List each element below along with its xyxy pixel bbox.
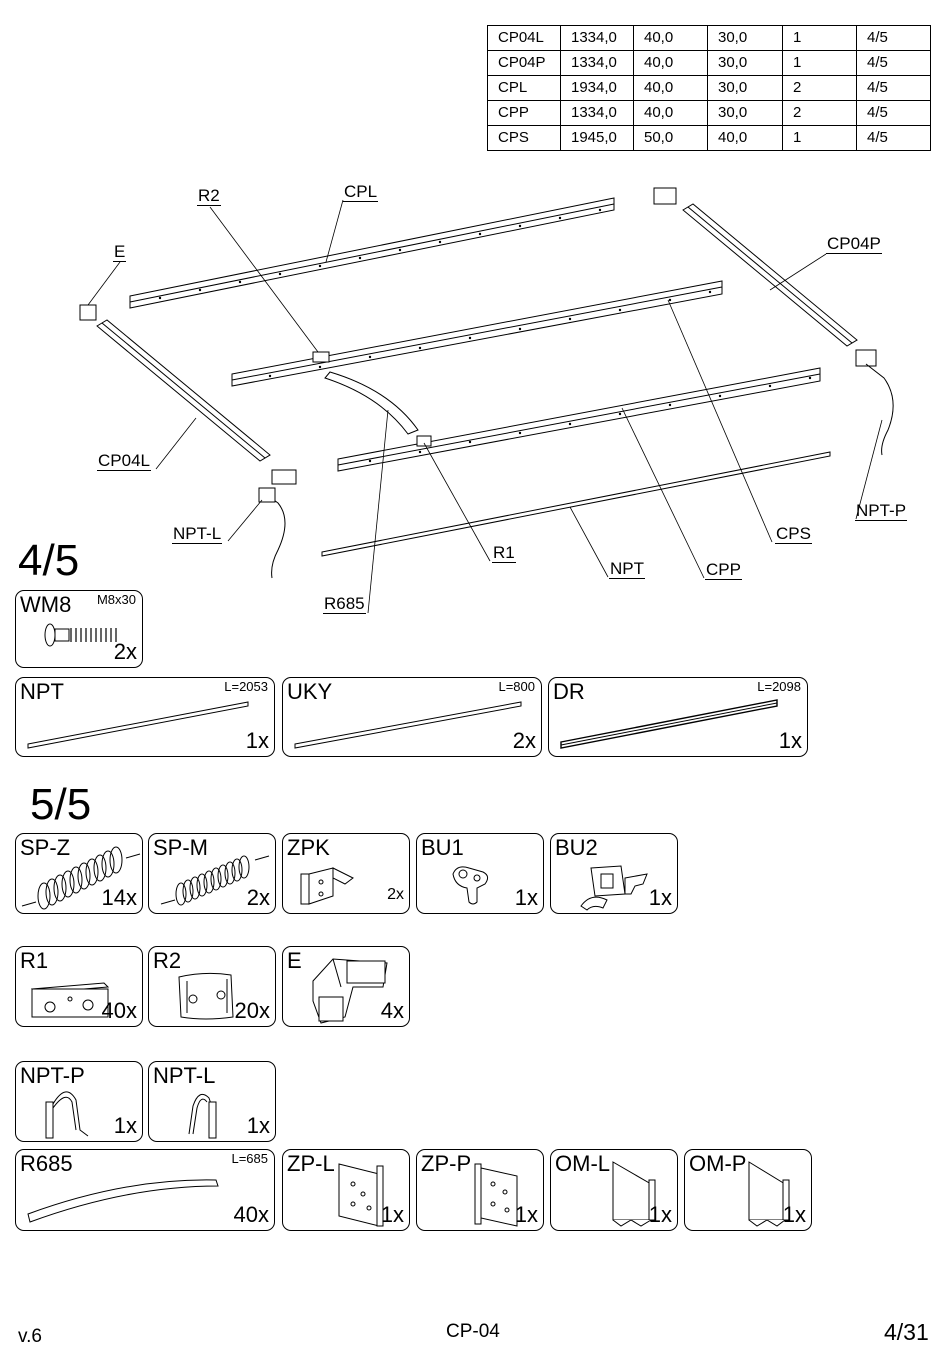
table-cell: CPP xyxy=(488,101,561,126)
part-qty: 1x xyxy=(648,1202,672,1227)
table-cell: 40,0 xyxy=(634,51,708,76)
table-cell: 1334,0 xyxy=(561,101,634,126)
table-cell: 40,0 xyxy=(634,76,708,101)
table-cell: 4/5 xyxy=(857,126,931,151)
part-qty: 1x xyxy=(648,885,672,910)
part-card-dr xyxy=(548,677,808,757)
part-qty: 40x xyxy=(101,998,137,1023)
table-cell: 1934,0 xyxy=(561,76,634,101)
table-cell: CPL xyxy=(488,76,561,101)
part-card-zp-l xyxy=(282,1149,410,1231)
table-row xyxy=(488,101,931,126)
table-cell: 30,0 xyxy=(708,26,783,51)
table-cell: 1945,0 xyxy=(561,126,634,151)
part-card-sp-z xyxy=(15,833,143,914)
part-card-om-p xyxy=(684,1149,812,1231)
label-r1: R1 xyxy=(493,543,515,562)
part-name: ZP-P xyxy=(421,1151,472,1176)
part-qty: 1x xyxy=(380,1202,404,1227)
table-cell: 4/5 xyxy=(857,51,931,76)
table-cell: 1 xyxy=(783,51,857,76)
part-spec: L=800 xyxy=(498,679,535,694)
part-name: BU2 xyxy=(555,835,598,860)
assembly-diagram xyxy=(0,170,950,620)
table-cell: 4/5 xyxy=(857,101,931,126)
part-qty: 2x xyxy=(512,728,536,753)
part-card-wm8 xyxy=(15,590,143,668)
part-spec: L=685 xyxy=(231,1151,268,1166)
part-card-om-l xyxy=(550,1149,678,1231)
table-cell: 30,0 xyxy=(708,101,783,126)
label-npt: NPT xyxy=(610,559,644,578)
part-qty: 1x xyxy=(246,1113,270,1138)
table-row xyxy=(488,126,931,151)
part-name: OM-P xyxy=(689,1151,747,1176)
label-e: E xyxy=(114,242,126,261)
table-cell: 2 xyxy=(783,76,857,101)
part-card-npt-l xyxy=(148,1061,276,1142)
table-cell: CP04L xyxy=(488,26,561,51)
part-qty: 1x xyxy=(514,1202,538,1227)
part-card-r2 xyxy=(148,946,276,1027)
part-card-zpk xyxy=(282,833,410,914)
label-r685: R685 xyxy=(324,594,365,613)
part-qty: 20x xyxy=(234,998,270,1023)
table-cell: 1 xyxy=(783,126,857,151)
part-card-r1 xyxy=(15,946,143,1027)
table-cell: 2 xyxy=(783,101,857,126)
part-card-npt xyxy=(15,677,275,757)
part-qty: 1x xyxy=(245,728,269,753)
part-qty: 14x xyxy=(101,885,137,910)
part-spec: L=2098 xyxy=(757,679,801,694)
part-name: E xyxy=(287,948,302,973)
step-5-heading: 5/5 xyxy=(30,780,92,829)
part-name: NPT-L xyxy=(153,1063,216,1088)
part-card-npt-p xyxy=(15,1061,143,1142)
part-qty: 2x xyxy=(113,639,137,664)
part-qty: 1x xyxy=(514,885,538,910)
part-qty: 2x xyxy=(387,886,404,903)
part-name: OM-L xyxy=(555,1151,610,1176)
label-r2: R2 xyxy=(198,186,220,205)
table-cell: 30,0 xyxy=(708,51,783,76)
part-card-bu2 xyxy=(550,833,678,914)
table-cell: 4/5 xyxy=(857,76,931,101)
part-name: R2 xyxy=(153,948,182,973)
table-cell: CPS xyxy=(488,126,561,151)
table-cell: 4/5 xyxy=(857,26,931,51)
part-name: UKY xyxy=(287,679,333,704)
step-4-heading: 4/5 xyxy=(18,536,80,585)
part-card-e xyxy=(282,946,410,1027)
table-cell: 1 xyxy=(783,26,857,51)
table-cell: CP04P xyxy=(488,51,561,76)
part-qty: 4x xyxy=(380,998,404,1023)
page-number: 4/31 xyxy=(884,1319,929,1345)
table-row xyxy=(488,76,931,101)
table-cell: 40,0 xyxy=(634,101,708,126)
model-label: CP-04 xyxy=(446,1321,500,1342)
label-cps: CPS xyxy=(776,524,811,543)
table-row xyxy=(488,26,931,51)
part-name: ZPK xyxy=(287,835,330,860)
part-card-r685 xyxy=(15,1149,275,1231)
part-card-zp-p xyxy=(416,1149,544,1231)
part-name: SP-M xyxy=(153,835,208,860)
part-name: BU1 xyxy=(421,835,464,860)
part-name: DR xyxy=(553,679,585,704)
label-cp04l: CP04L xyxy=(98,451,150,470)
part-spec: L=2053 xyxy=(224,679,268,694)
label-cpl: CPL xyxy=(344,182,378,201)
part-qty: 2x xyxy=(246,885,270,910)
table-cell: 40,0 xyxy=(634,26,708,51)
part-qty: 40x xyxy=(233,1202,269,1227)
label-cpp: CPP xyxy=(706,560,741,579)
label-cp04p: CP04P xyxy=(827,234,881,253)
part-spec: M8x30 xyxy=(96,592,136,607)
part-qty: 1x xyxy=(113,1113,137,1138)
table-row xyxy=(488,51,931,76)
parts-table xyxy=(487,25,931,151)
table-cell: 40,0 xyxy=(708,126,783,151)
table-cell: 1334,0 xyxy=(561,26,634,51)
table-cell: 30,0 xyxy=(708,76,783,101)
table-cell: 1334,0 xyxy=(561,51,634,76)
part-card-sp-m xyxy=(148,833,276,914)
part-name: ZP-L xyxy=(287,1151,335,1176)
label-npt-l: NPT-L xyxy=(173,524,222,543)
part-name: NPT-P xyxy=(20,1063,85,1088)
part-qty: 1x xyxy=(782,1202,806,1227)
part-qty: 1x xyxy=(778,728,802,753)
part-name: SP-Z xyxy=(20,835,71,860)
part-name: R685 xyxy=(20,1151,73,1176)
label-npt-p: NPT-P xyxy=(856,501,907,520)
part-card-uky xyxy=(282,677,542,757)
part-name: NPT xyxy=(20,679,64,704)
version-label: v.6 xyxy=(18,1326,42,1347)
part-card-bu1 xyxy=(416,833,544,914)
part-name: WM8 xyxy=(20,592,72,617)
table-cell: 50,0 xyxy=(634,126,708,151)
part-name: R1 xyxy=(20,948,49,973)
